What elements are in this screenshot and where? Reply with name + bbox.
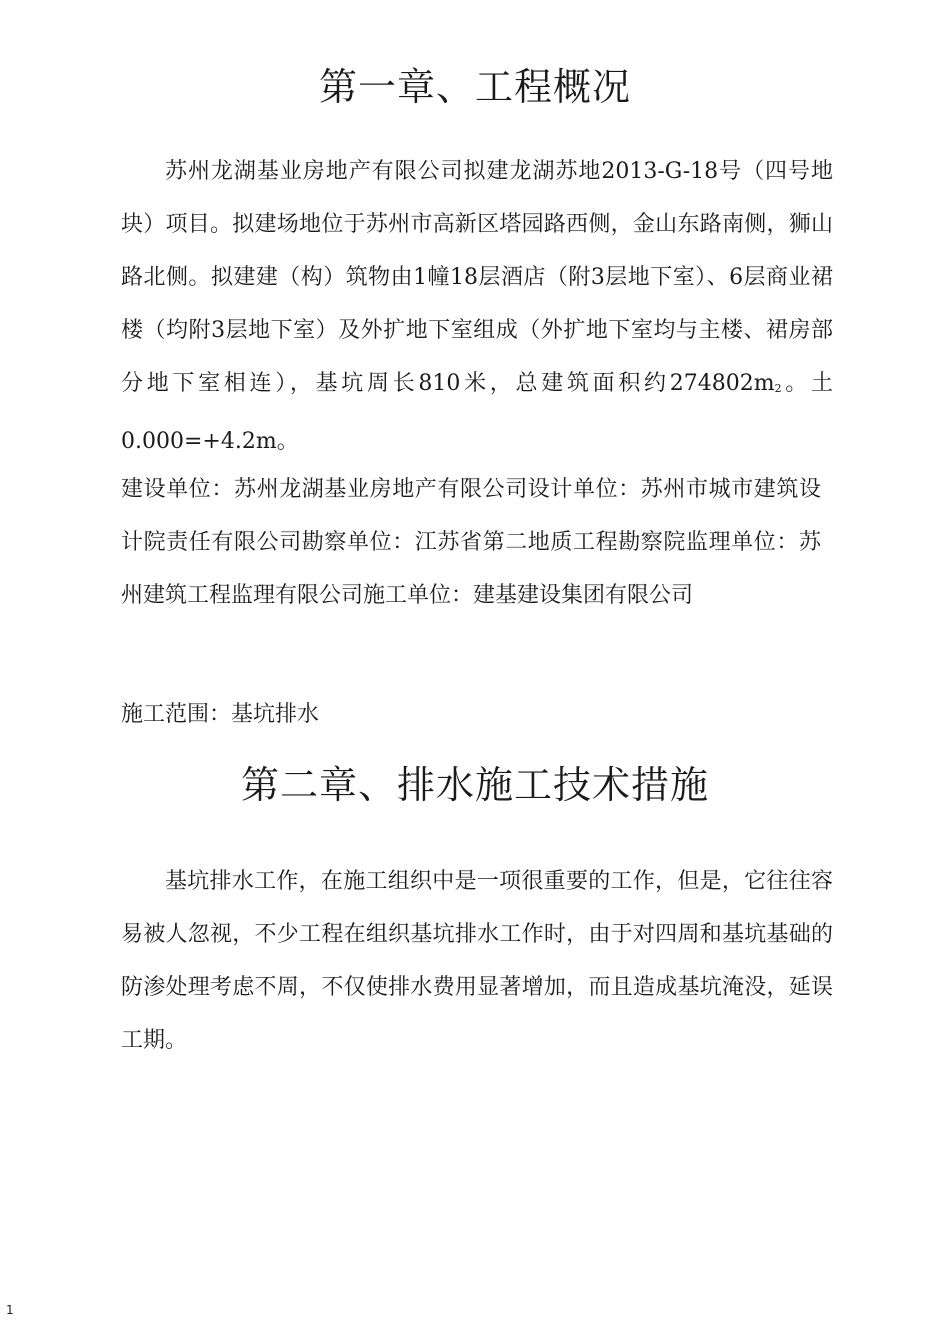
construction-scope: 施工范围：基坑排水 <box>121 702 320 727</box>
project-overview-paragraph <box>121 145 833 468</box>
chapter-1-title: 第一章、工程概况 <box>318 65 631 109</box>
elevation-text: 。土0.000=+4.2m。 <box>121 371 833 454</box>
page-number: 1 <box>6 1303 14 1317</box>
chapter-2-title: 第二章、排水施工技术措施 <box>240 763 709 807</box>
project-units-paragraph: 建设单位：苏州龙湖基业房地产有限公司设计单位：苏州市城市建筑设计院责任有限公司勘察单位：江苏省第二地质工程勘察院监理单位：苏州建筑工程监理有限公司施工单位：建基建设集团有限公司 <box>121 477 821 608</box>
drainage-paragraph: 基坑排水工作，在施工组织中是一项很重要的工作，但是，它往往容易被人忽视，不少工程在组织基坑排水工作时，由于对四周和基坑基础的防渗处理考虑不周，不仅使排水费用显著增加，而且造成基坑淹没，延误工期。 <box>121 869 833 1053</box>
overview-text: 苏州龙湖基业房地产有限公司拟建龙湖苏地2013-G-18号（四号地块）项目。拟建场地位于苏州市高新区塔园路西侧，金山东路南侧，狮山路北侧。拟建建（构）筑物由1幢18层酒店（附3层地下室）、6层商业裙楼（均附3层地下室）及外扩地下室组成（外扩地下室均与主楼、裙房部分地下室相连），基坑周长810米，总建筑面积约274802 <box>121 159 833 396</box>
area-unit: m <box>753 371 775 396</box>
area-unit-superscript: 2 <box>774 382 782 395</box>
